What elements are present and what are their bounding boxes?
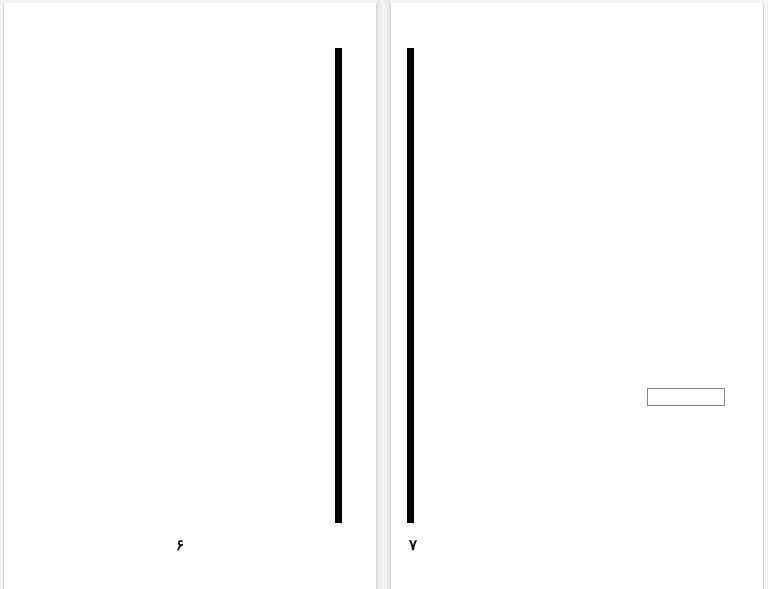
text-line	[425, 461, 725, 479]
text-line	[38, 121, 328, 139]
text-line	[425, 139, 725, 157]
text-line	[38, 103, 328, 121]
text-line	[425, 157, 725, 175]
text-line	[425, 266, 725, 284]
page-right	[390, 3, 764, 589]
page-right-text	[425, 48, 725, 528]
text-line	[425, 497, 725, 515]
page-gutter	[377, 0, 390, 589]
text-line	[425, 103, 725, 121]
text-line	[38, 430, 328, 448]
text-line	[425, 194, 725, 212]
text-line	[38, 485, 328, 503]
text-line	[38, 375, 328, 393]
text-line	[38, 266, 328, 284]
text-line	[38, 194, 328, 212]
text-line	[38, 357, 328, 375]
text-line	[425, 284, 725, 302]
column-rule-bar	[407, 48, 414, 523]
text-line	[425, 357, 725, 375]
text-line	[425, 66, 725, 84]
text-line	[38, 48, 328, 66]
page-left-text	[38, 48, 328, 528]
text-line	[425, 303, 725, 321]
text-line	[425, 230, 725, 248]
text-line	[38, 157, 328, 175]
text-line	[425, 516, 725, 529]
text-line	[425, 479, 725, 497]
text-line	[425, 339, 725, 357]
text-line	[38, 66, 328, 84]
text-line	[425, 321, 725, 339]
text-line	[425, 406, 725, 424]
text-line	[38, 339, 328, 357]
text-line	[38, 139, 328, 157]
page-number-left: ۶	[176, 536, 185, 554]
text-line	[38, 84, 328, 102]
text-line	[38, 448, 328, 466]
text-line	[38, 230, 328, 248]
text-line	[425, 84, 725, 102]
text-line	[38, 412, 328, 430]
text-line	[38, 394, 328, 412]
text-line	[38, 503, 328, 521]
text-line	[425, 48, 725, 66]
page-number-right: ۷	[409, 536, 418, 554]
text-line	[425, 175, 725, 193]
text-line	[425, 248, 725, 266]
text-line	[38, 466, 328, 484]
interviewee-label	[647, 388, 725, 406]
text-line	[425, 121, 725, 139]
text-line	[38, 303, 328, 321]
text-line	[425, 443, 725, 461]
text-line	[38, 175, 328, 193]
text-line	[425, 425, 725, 443]
text-line	[38, 248, 328, 266]
text-line	[425, 212, 725, 230]
text-line	[38, 212, 328, 230]
paragraph-gap	[425, 375, 725, 387]
page-left	[3, 3, 377, 589]
text-line	[38, 284, 328, 302]
text-line	[38, 321, 328, 339]
column-rule-bar	[335, 48, 342, 523]
